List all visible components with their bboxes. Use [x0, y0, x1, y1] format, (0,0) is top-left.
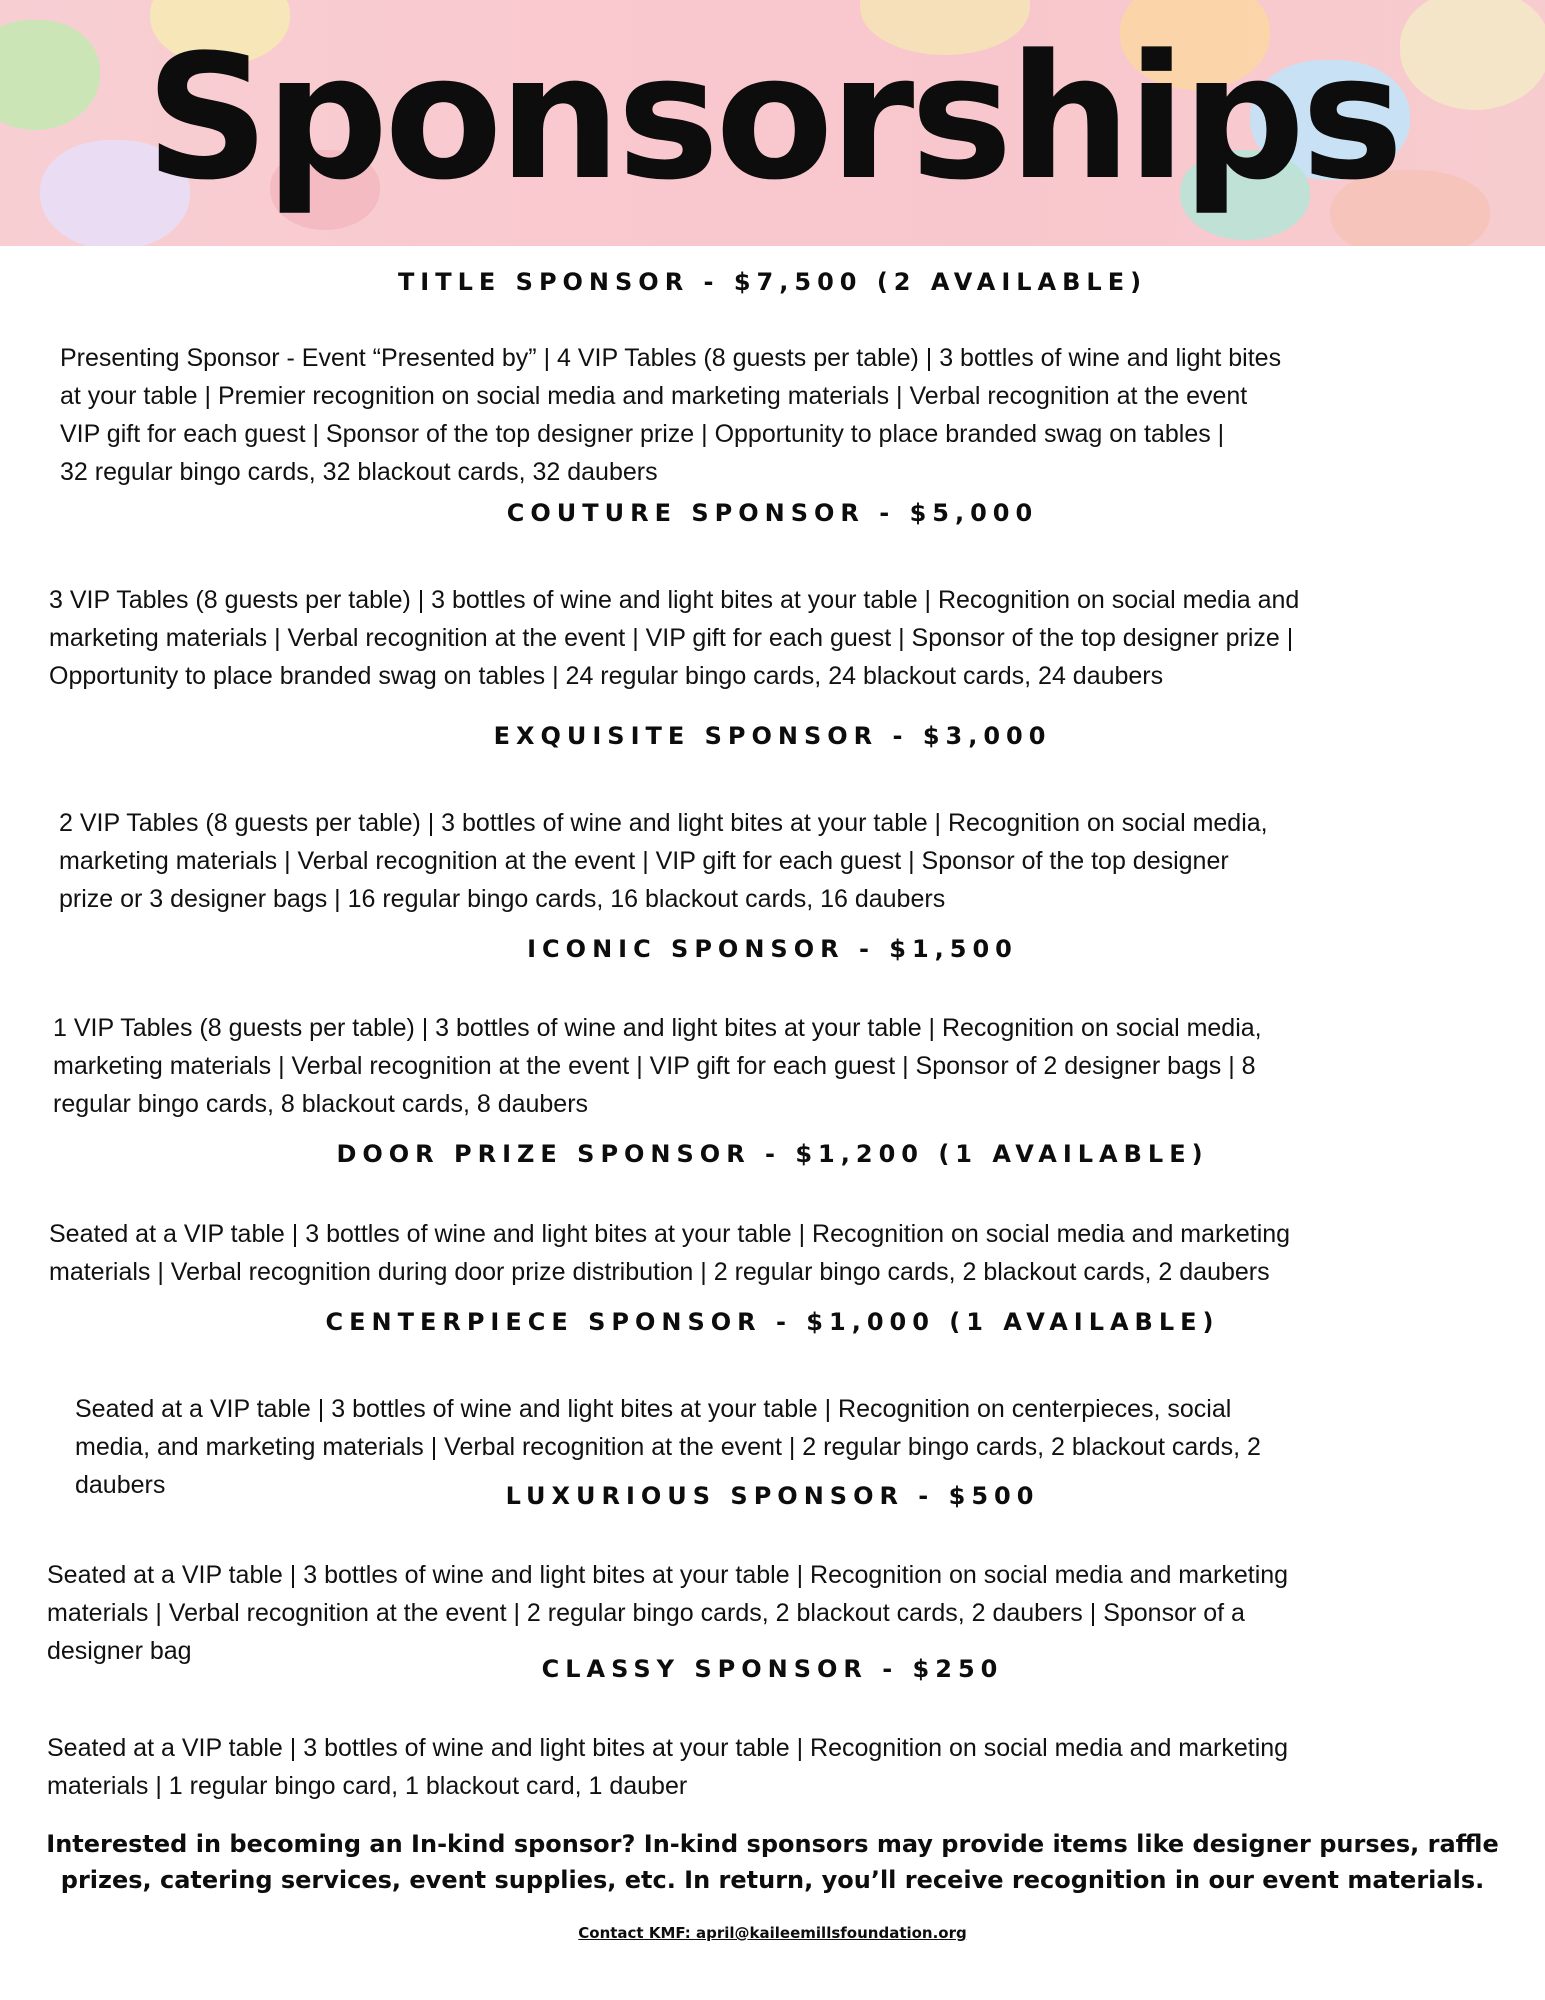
tier-description-exquisite [59, 804, 1268, 918]
description-line: 1 VIP Tables (8 guests per table) | 3 bottles of wine and light bites at your table | Recognition on social media, [53, 1014, 1262, 1042]
description-line: marketing materials | Verbal recognition at the event | VIP gift for each guest | Sponsor of the top designer [59, 847, 1229, 875]
description-line: materials | 1 regular bingo card, 1 blackout card, 1 dauber [47, 1772, 688, 1800]
tier-description-door-prize [49, 1215, 1290, 1291]
description-line: designer bag [47, 1637, 192, 1665]
tier-heading-door-prize: DOOR PRIZE SPONSOR - $1,200 (1 AVAILABLE) [336, 1140, 1209, 1168]
header-banner [0, 0, 1545, 246]
tier-description-luxurious [47, 1556, 1288, 1670]
tier-heading-classy: CLASSY SPONSOR - $250 [541, 1655, 1004, 1683]
tier-heading-iconic: ICONIC SPONSOR - $1,500 [527, 935, 1018, 963]
description-line: Seated at a VIP table | 3 bottles of wine and light bites at your table | Recognition on social media and marketing [49, 1220, 1291, 1248]
description-line: marketing materials | Verbal recognition at the event | VIP gift for each guest | Sponsor of the top designer prize | [49, 624, 1294, 652]
description-line: VIP gift for each guest | Sponsor of the top designer prize | Opportunity to place branded swag on tables | [60, 420, 1225, 448]
description-line: 3 VIP Tables (8 guests per table) | 3 bottles of wine and light bites at your table | Recognition on social media and [49, 586, 1300, 614]
tier-description-title [60, 339, 1281, 491]
tier-heading-title: TITLE SPONSOR - $7,500 (2 AVAILABLE) [397, 268, 1148, 296]
description-line: materials | Verbal recognition at the event | 2 regular bingo cards, 2 blackout cards, 2 daubers | Sponsor of a [47, 1599, 1245, 1627]
tier-heading-centerpiece: CENTERPIECE SPONSOR - $1,000 (1 AVAILABLE) [325, 1308, 1220, 1336]
description-line: marketing materials | Verbal recognition at the event | VIP gift for each guest | Sponsor of 2 designer bags | 8 [53, 1052, 1256, 1080]
description-line: Seated at a VIP table | 3 bottles of wine and light bites at your table | Recognition on social media and marketing [47, 1734, 1289, 1762]
inkind-note-line: Interested in becoming an In-kind sponsor? In-kind sponsors may provide items like designer purses, raffle [46, 1830, 1499, 1858]
tier-description-classy [47, 1729, 1288, 1805]
description-line: 32 regular bingo cards, 32 blackout cards, 32 daubers [60, 458, 658, 486]
description-line: Seated at a VIP table | 3 bottles of wine and light bites at your table | Recognition on social media and marketing [47, 1561, 1289, 1589]
description-line: at your table | Premier recognition on social media and marketing materials | Verbal recognition at the event [60, 382, 1248, 410]
tier-description-iconic [53, 1009, 1262, 1123]
tier-description-couture [49, 581, 1299, 695]
description-line: Opportunity to place branded swag on tables | 24 regular bingo cards, 24 blackout cards, 24 daubers [49, 662, 1164, 690]
description-line: 2 VIP Tables (8 guests per table) | 3 bottles of wine and light bites at your table | Recognition on social media, [59, 809, 1268, 837]
description-line: regular bingo cards, 8 blackout cards, 8 daubers [53, 1090, 589, 1118]
tier-heading-exquisite: EXQUISITE SPONSOR - $3,000 [493, 722, 1052, 750]
inkind-note-line: prizes, catering services, event supplies, etc. In return, you’ll receive recognition in our event materials. [60, 1866, 1485, 1894]
contact-email-link[interactable]: Contact KMF: april@kaileemillsfoundation.org [578, 1924, 967, 1942]
description-line: Seated at a VIP table | 3 bottles of wine and light bites at your table | Recognition on centerpieces, social [75, 1395, 1232, 1423]
description-line: prize or 3 designer bags | 16 regular bingo cards, 16 blackout cards, 16 daubers [59, 885, 946, 913]
page-title: Sponsorships [145, 17, 1400, 218]
description-line: Presenting Sponsor - Event “Presented by” | 4 VIP Tables (8 guests per table) | 3 bottles of wine and light bites [60, 344, 1282, 372]
description-line: media, and marketing materials | Verbal recognition at the event | 2 regular bingo cards, 2 blackout cards, 2 [75, 1433, 1261, 1461]
description-line: daubers [75, 1471, 166, 1499]
tier-heading-couture: COUTURE SPONSOR - $5,000 [506, 499, 1039, 527]
description-line: materials | Verbal recognition during door prize distribution | 2 regular bingo cards, 2 blackout cards, 2 daubers [49, 1258, 1270, 1286]
inkind-sponsor-note [30, 1826, 1515, 1898]
tier-heading-luxurious: LUXURIOUS SPONSOR - $500 [505, 1482, 1040, 1510]
